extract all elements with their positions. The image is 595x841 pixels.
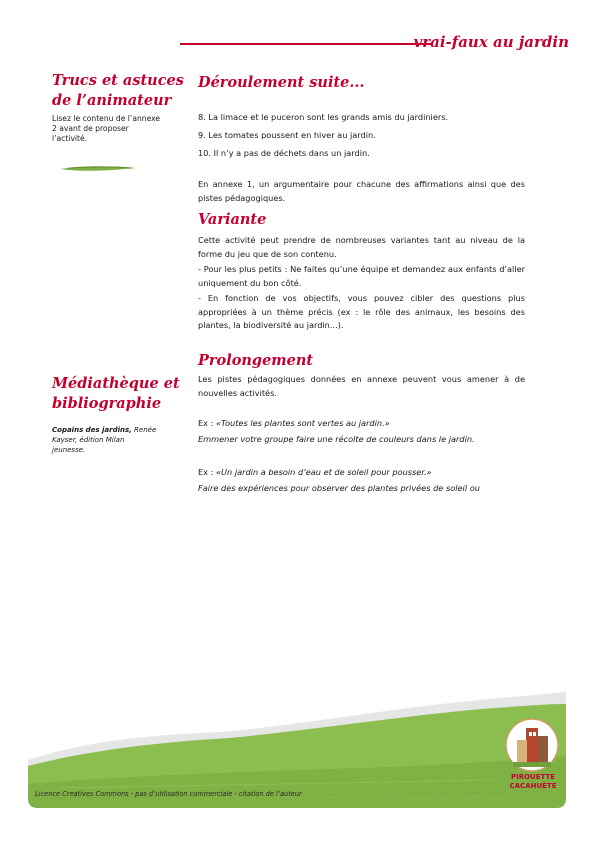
example-line: Ex : «Toutes les plantes sont vertes au jardin.» — [198, 418, 390, 428]
list-item: 8. La limace et le puceron sont les grands amis du jardiniers. — [198, 112, 449, 122]
example-line: Ex : «Un jardin a besoin d’eau et de soleil pour pousser.» — [198, 467, 432, 477]
example-action: Faire des expériences pour observer des plantes privées de soleil ou — [198, 483, 480, 493]
list-item: 10. Il n’y a pas de déchets dans un jardin. — [198, 148, 370, 158]
header-rule — [180, 43, 432, 45]
grass-stroke-divider — [58, 160, 138, 176]
book-title: Copains des jardins, — [52, 426, 132, 434]
media-heading: Médiathèque et bibliographie — [52, 375, 180, 412]
variante-heading: Variante — [198, 211, 267, 228]
prolongement-paragraph: Les pistes pédagogiques données en annexe peuvent vous amener à de nouvelles activités. — [198, 374, 525, 398]
tips-text: Lisez le contenu de l’annexe 2 avant de proposer l’activité. — [52, 114, 161, 143]
variante-paragraph: - Pour les plus petits : Ne faites qu’une équipe et demandez aux enfants d’aller uniquement du bon côté. — [198, 264, 525, 288]
prolongement-heading: Prolongement — [198, 352, 314, 369]
annexe-paragraph: En annexe 1, un argumentaire pour chacune des affirmations ainsi que des pistes pédagogiques. — [198, 179, 525, 203]
variante-paragraph: - En fonction de vos objectifs, vous pouvez cibler des questions plus appropriées à un thème précis (ex : le rôle des animaux, les besoins des plantes, la biodiversité au jardin...). — [198, 293, 525, 330]
variante-paragraph: Cette activité peut prendre de nombreuses variantes tant au niveau de la forme du jeu que de son contenu. — [198, 235, 525, 259]
list-item: 9. Les tomates poussent en hiver au jardin. — [198, 130, 376, 140]
document-title: vrai-faux au jardin — [413, 33, 569, 51]
logo-badge — [503, 716, 561, 776]
bibliography-text: Copains des jardins, Renée Kayser, édition Milan jeunesse. — [52, 426, 157, 454]
example-action: Emmener votre groupe faire une récolte de couleurs dans le jardin. — [198, 434, 475, 444]
brand-name: PIROUETTE CACAHUÈTE — [509, 773, 557, 790]
license-text: Licence Creatives Commons - pas d’utilisation commerciale - citation de l’auteur — [35, 790, 302, 798]
tips-heading: Trucs et astuces de l’animateur — [52, 72, 184, 109]
deroulement-heading: Déroulement suite... — [198, 74, 365, 91]
